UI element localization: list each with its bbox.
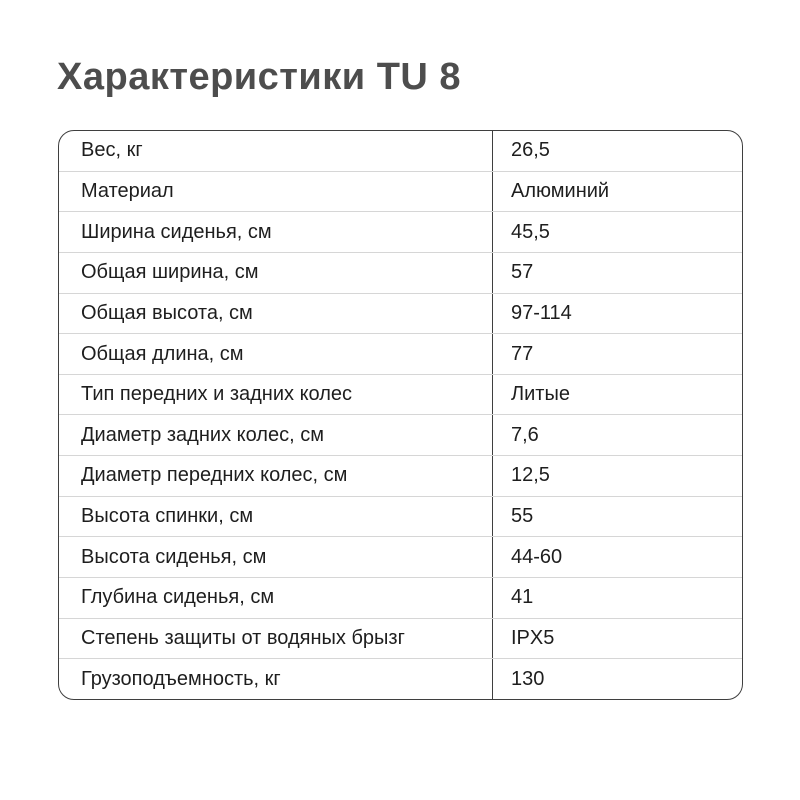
table-row (59, 577, 742, 618)
spec-label: Диаметр передних колес, см (81, 464, 348, 487)
spec-label: Глубина сиденья, см (81, 586, 275, 609)
spec-value: 12,5 (492, 456, 742, 496)
spec-label: Вес, кг (81, 139, 143, 162)
spec-value: Литые (492, 375, 742, 415)
table-row (59, 414, 742, 455)
spec-value: 41 (492, 578, 742, 618)
table-row (59, 618, 742, 659)
spec-label: Общая длина, см (81, 342, 244, 365)
spec-value: IPX5 (492, 619, 742, 659)
spec-label: Степень защиты от водяных брызг (81, 627, 405, 649)
spec-value: 55 (492, 497, 742, 537)
spec-value: 77 (492, 334, 742, 374)
spec-label: Общая высота, см (81, 301, 253, 324)
spec-label: Высота спинки, см (81, 505, 254, 528)
spec-label: Общая ширина, см (81, 261, 259, 284)
spec-value: 44-60 (492, 537, 742, 577)
spec-label: Материал (81, 179, 174, 202)
table-row (59, 293, 742, 334)
table-row (59, 131, 742, 171)
spec-label: Высота сиденья, см (81, 545, 267, 568)
spec-value: 97-114 (492, 294, 742, 334)
spec-label: Грузоподъемность, кг (81, 667, 281, 690)
table-row (59, 455, 742, 496)
page-title: Характеристики TU 8 (57, 56, 462, 98)
table-row (59, 333, 742, 374)
table-row (59, 171, 742, 212)
spec-value: 57 (492, 253, 742, 293)
table-row (59, 252, 742, 293)
spec-label: Ширина сиденья, см (81, 220, 272, 243)
table-row (59, 496, 742, 537)
spec-value: 7,6 (492, 415, 742, 455)
table-row (59, 374, 742, 415)
table-row (59, 536, 742, 577)
table-row (59, 211, 742, 252)
spec-value: 45,5 (492, 212, 742, 252)
spec-value: 130 (492, 659, 742, 699)
spec-label: Диаметр задних колес, см (81, 423, 324, 446)
spec-table (58, 130, 743, 700)
spec-label: Тип передних и задних колес (81, 383, 353, 406)
table-row (59, 658, 742, 699)
spec-value: Алюминий (492, 172, 742, 212)
spec-value: 26,5 (492, 131, 742, 171)
